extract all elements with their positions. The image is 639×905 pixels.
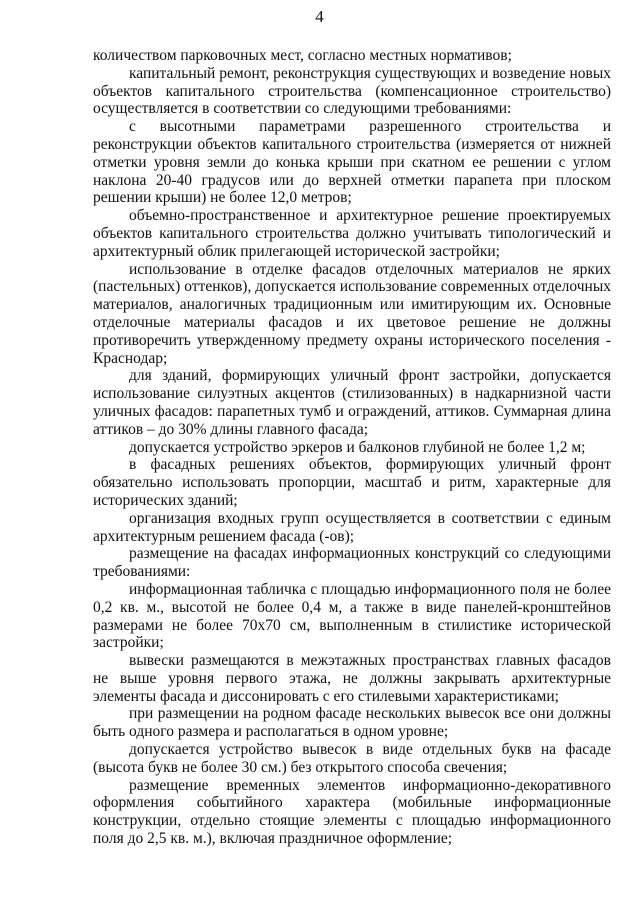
paragraph-volume-architecture: объемно-пространственное и архитектурное решение проектируемых объектов капитального строительства должно учитывать типологический и архитектурный облик прилегающей исторической застройки; bbox=[93, 207, 611, 260]
paragraph-construction-requirements: капитальный ремонт, реконструкция существующих и возведение новых объектов капитального строительства (компенсационное строительство) осуществляется в соответствии со следующими требованиями: bbox=[93, 64, 611, 118]
paragraph-silhouette-accents: для зданий, формирующих уличный фронт застройки, допускается использование силуэтных акцентов (стилизованных) в надкарнизной части уличных фасадов: парапетных тумб и ограждений, аттиков. Суммарная длина аттиков – до 30% длины главного фасада; bbox=[93, 367, 611, 438]
document-body bbox=[93, 47, 611, 848]
paragraph-letter-signs: допускается устройство вывесок в виде отдельных букв на фасаде (высота букв не более 30 см.) без открытого способа свечения; bbox=[93, 741, 611, 776]
paragraph-signboards: вывески размещаются в межэтажных пространствах главных фасадов не выше уровня первого этажа, не должны закрывать архитектурные элементы фасада и диссонировать с его стилевыми характеристиками; bbox=[93, 652, 611, 705]
page-number: 4 bbox=[315, 7, 324, 26]
paragraph-entrance-groups: организация входных групп осуществляется в соответствии с единым архитектурным решением фасада (-ов); bbox=[93, 509, 611, 545]
paragraph-info-plate: информационная табличка с площадью информационного поля не более 0,2 кв. м., высотой не более 0,4 м, а также в виде панелей-кронштейнов размерами не более 70х70 см, выполненным в стилистике исторической застройки; bbox=[93, 580, 611, 652]
paragraph-multiple-signs: при размещении на родном фасаде нескольких вывесок все они должны быть одного размера и располагаться в одном уровне; bbox=[93, 705, 611, 741]
paragraph-info-structures: размещение на фасадах информационных конструкций со следующими требованиями: bbox=[93, 545, 611, 581]
paragraph-parking: количеством парковочных мест, согласно местных нормативов; bbox=[93, 47, 512, 64]
paragraph-facade-proportions: в фасадных решениях объектов, формирующих уличный фронт обязательно использовать пропорции, масштаб и ритм, характерные для исторических зданий; bbox=[93, 456, 611, 509]
paragraph-height-limits: с высотными параметрами разрешенного строительства и реконструкции объектов капитального строительства (измеряется от нижней отметки уровня земли до конька крыши при скатном ее решении с углом наклона 20-40 градусов или до верхней отметки парапета при плоском решении крыши) не более 12,0 метров; bbox=[93, 118, 611, 207]
paragraph-bay-windows: допускается устройство эркеров и балконов глубиной не более 1,2 м; bbox=[129, 438, 586, 456]
paragraph-facade-materials: использование в отделке фасадов отделочных материалов не ярких (пастельных) оттенков), допускается использование современных отделочных материалов, аналогичных традиционным или имитирующим их. Основные отделочные материалы фасадов и их цветовое решение не должны противоречить утвержденному предмету охраны исторического поселения - Краснодар; bbox=[93, 260, 611, 367]
paragraph-temporary-decor: размещение временных элементов информационно-декоративного оформления событийного характера (мобильные информационные конструкции, отдельно стоящие элементы с площадью информационного поля до 2,5 кв. м.), включая праздничное оформление; bbox=[93, 776, 611, 848]
